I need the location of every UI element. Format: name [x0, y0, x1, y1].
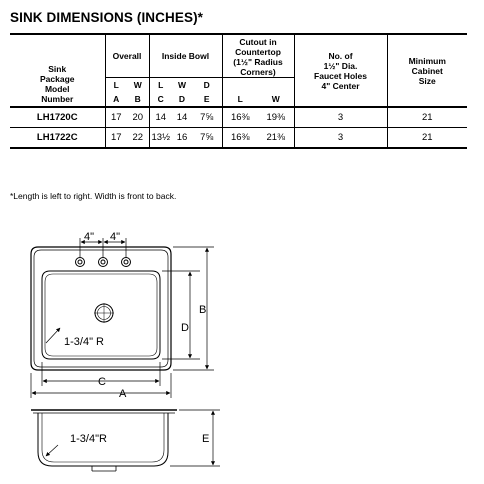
cell-overall-w: 20 [127, 107, 149, 128]
sub-W: W [258, 78, 294, 108]
sub-L: L [149, 78, 172, 93]
cell-inside-d: 7⅝ [192, 107, 222, 128]
sub-W: W [127, 78, 149, 93]
sub-D: D [192, 78, 222, 93]
cell-inside-l: 14 [149, 107, 172, 128]
cell-cutout-l: 16⅜ [222, 128, 258, 149]
cell-faucet-holes: 3 [294, 128, 387, 149]
dim-A-label: A [119, 388, 127, 400]
hole-spacing-label: 4" [84, 231, 95, 243]
radius-label: 1-3/4"R [70, 433, 107, 445]
header-cabinet: Minimum Cabinet Size [387, 34, 467, 107]
dim-C-label: C [98, 376, 106, 388]
model-number: LH1720C [10, 107, 105, 128]
letter-B: B [127, 92, 149, 107]
model-number: LH1722C [10, 128, 105, 149]
cell-inside-d: 7⅝ [192, 128, 222, 149]
sub-L: L [222, 78, 258, 108]
cell-cutout-w: 19⅜ [258, 107, 294, 128]
header-model: Sink Package Model Number [10, 34, 105, 107]
sub-W: W [172, 78, 192, 93]
header-faucet-holes: No. of 1½" Dia. Faucet Holes 4" Center [294, 34, 387, 107]
radius-label: 1-3/4" R [64, 336, 104, 348]
cell-overall-l: 17 [105, 107, 127, 128]
faucet-hole-icon [122, 258, 131, 267]
cell-faucet-holes: 3 [294, 107, 387, 128]
letter-E: E [192, 92, 222, 107]
header-inside-bowl: Inside Bowl [149, 34, 222, 78]
sink-top-view [31, 247, 171, 370]
cell-cutout-w: 21⅜ [258, 128, 294, 149]
dim-E-label: E [202, 433, 210, 445]
cell-cabinet: 21 [387, 107, 467, 128]
cell-cabinet: 21 [387, 128, 467, 149]
dim-B-label: B [199, 304, 207, 316]
page-title: SINK DIMENSIONS (INCHES)* [10, 10, 204, 25]
cell-cutout-l: 16⅜ [222, 107, 258, 128]
header-overall: Overall [105, 34, 149, 78]
letter-A: A [105, 92, 127, 107]
cell-overall-l: 17 [105, 128, 127, 149]
cell-inside-w: 14 [172, 107, 192, 128]
cell-overall-w: 22 [127, 128, 149, 149]
sub-L: L [105, 78, 127, 93]
letter-D: D [172, 92, 192, 107]
dim-D-label: D [181, 322, 189, 334]
footnote: *Length is left to right. Width is front to back. [10, 191, 177, 201]
letter-C: C [149, 92, 172, 107]
cell-inside-w: 16 [172, 128, 192, 149]
hole-spacing-label: 4" [110, 231, 121, 243]
faucet-hole-icon [76, 258, 85, 267]
header-cutout: Cutout in Countertop (1½" Radius Corners) [222, 34, 294, 78]
faucet-hole-icon [99, 258, 108, 267]
cell-inside-l: 13½ [149, 128, 172, 149]
